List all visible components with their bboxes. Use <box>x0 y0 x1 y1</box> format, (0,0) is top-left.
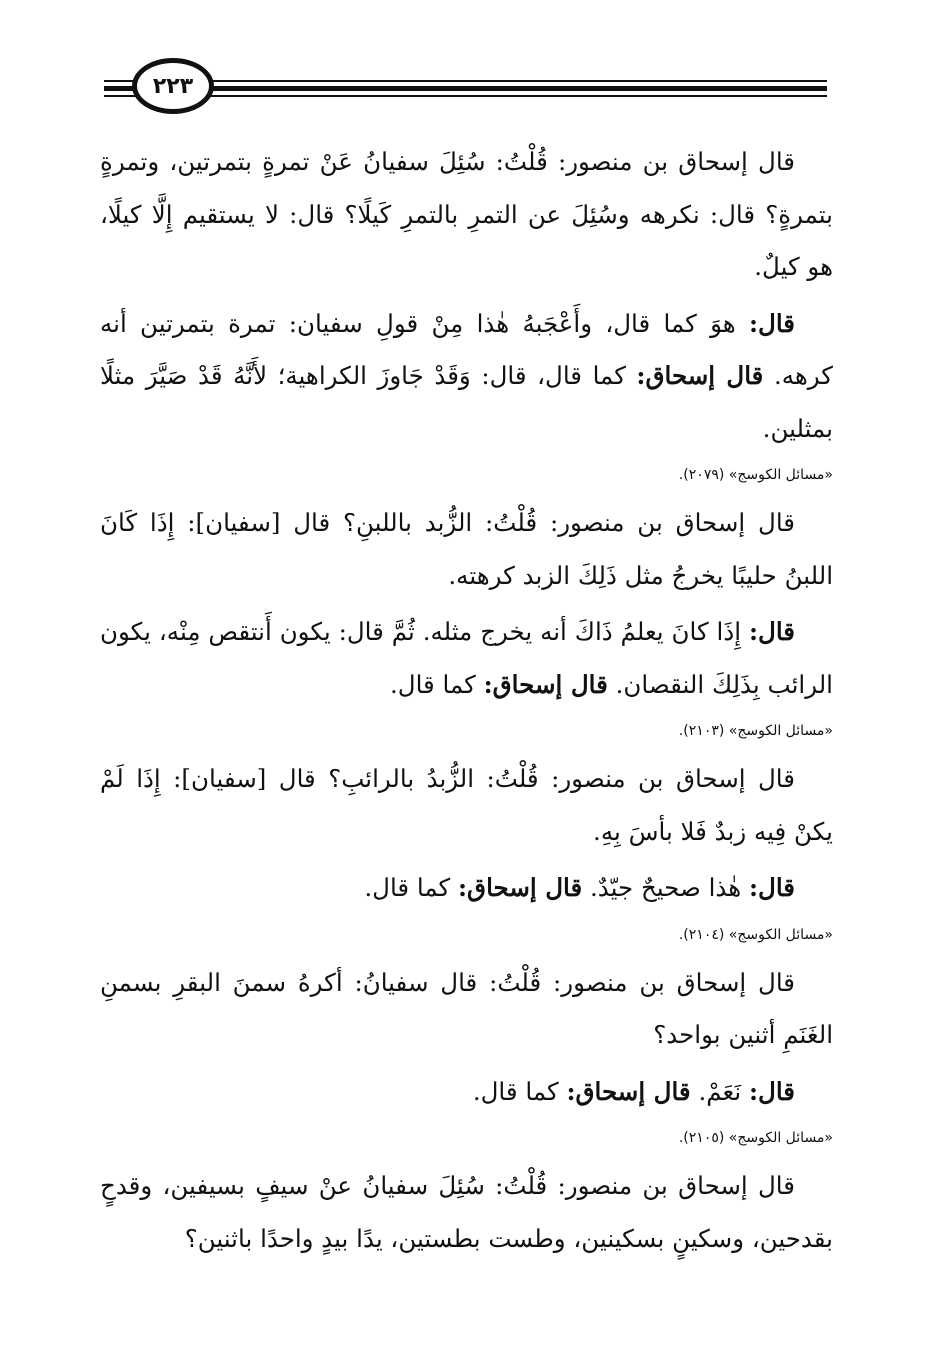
question-paragraph <box>100 497 833 602</box>
header-rule-thin-bottom <box>104 95 827 97</box>
answer-lead: قال: <box>748 873 795 902</box>
question-paragraph <box>100 957 833 1062</box>
question-paragraph <box>100 1160 833 1265</box>
ishaq-label: قال إسحاق: <box>566 1076 691 1106</box>
answer-lead: قال: <box>748 1076 795 1106</box>
answer-text: هٰذا صحيحٌ جيّدٌ. <box>582 873 749 902</box>
ishaq-label: قال إسحاق: <box>636 361 764 390</box>
page-number: ٢٢٣ <box>152 73 194 99</box>
ishaq-label: قال إسحاق: <box>483 669 608 699</box>
question-text: قال إسحاق بن منصور: قُلْتُ: الزُّبد باللبنِ؟ قال [سفيان]: إِذَا كَانَ اللبنُ حليبًا يخرجُ مثل ذَلِكَ الزبد كرهته. <box>100 508 833 590</box>
source-reference: «مسائل الكوسج» (٢٠٧٩). <box>678 467 833 483</box>
question-text: قال إسحاق بن منصور: قُلْتُ: الزُّبدُ بالرائبِ؟ قال [سفيان]: إِذَا لَمْ يكنْ فِيه زبدٌ فَلا بأسَ بِهِ. <box>100 764 833 846</box>
source-reference: «مسائل الكوسج» (٢١٠٥). <box>678 1130 833 1146</box>
source-reference: «مسائل الكوسج» (٢١٠٣). <box>678 723 833 739</box>
question-text: قال إسحاق بن منصور: قُلْتُ: سُئِلَ سفيانُ عَنْ تمرةٍ بتمرتين، وتمرةٍ بتمرةٍ؟ قال: نكرهه وسُئِلَ عن التمرِ بالتمرِ كَيلًا؟ قال: لا يستقيم إِلَّا كيلًا، هو كيلٌ. <box>100 147 833 281</box>
ishaq-text: كما قال، قال: وَقَدْ جَاوزَ الكراهية؛ لأَنَّهُ قَدْ صَيَّرَ مثلًا بمثلين. <box>100 361 833 443</box>
question-paragraph <box>100 753 833 858</box>
answer-paragraph <box>100 862 833 915</box>
source-reference: «مسائل الكوسج» (٢١٠٤). <box>678 926 833 943</box>
page-number-badge <box>132 58 214 114</box>
answer-paragraph <box>100 606 833 711</box>
question-text: قال إسحاق بن منصور: قُلْتُ: قال سفيانُ: أكرهُ سمنَ البقرِ بسمنِ الغَنَمِ أثنين بواحد؟ <box>100 967 833 1049</box>
answer-text: إِذَا كانَ يعلمُ ذَاكَ أنه يخرج مثله. ثُمَّ قال: يكون أَنتقص مِنْه، يكون الرائب بِذَلِكَ النقصان. <box>100 617 833 699</box>
answer-lead: قال: <box>748 308 795 338</box>
ishaq-text: كما قال. <box>364 873 459 902</box>
page-content <box>100 136 833 1269</box>
answer-paragraph <box>100 1066 833 1119</box>
page-header <box>104 58 827 118</box>
ishaq-label: قال إسحاق: <box>458 873 583 902</box>
answer-text: نَعَمْ. <box>690 1076 749 1106</box>
answer-text: هوَ كما قال، وأَعْجَبهُ هٰذا مِنْ قولِ سفيان: تمرة بتمرتين أنه كرهه. <box>100 308 833 390</box>
ishaq-text: كما قال. <box>472 1076 567 1106</box>
answer-lead: قال: <box>748 617 795 646</box>
answer-paragraph <box>100 298 833 456</box>
ishaq-text: كما قال. <box>389 669 484 699</box>
question-paragraph <box>100 136 833 294</box>
question-text: قال إسحاق بن منصور: قُلْتُ: سُئِلَ سفيانُ عنْ سيفٍ بسيفين، وقدحٍ بقدحين، وسكينٍ بسكينين، وطست بطستين، يدًا بيدٍ واحدًا باثنين؟ <box>100 1171 833 1253</box>
